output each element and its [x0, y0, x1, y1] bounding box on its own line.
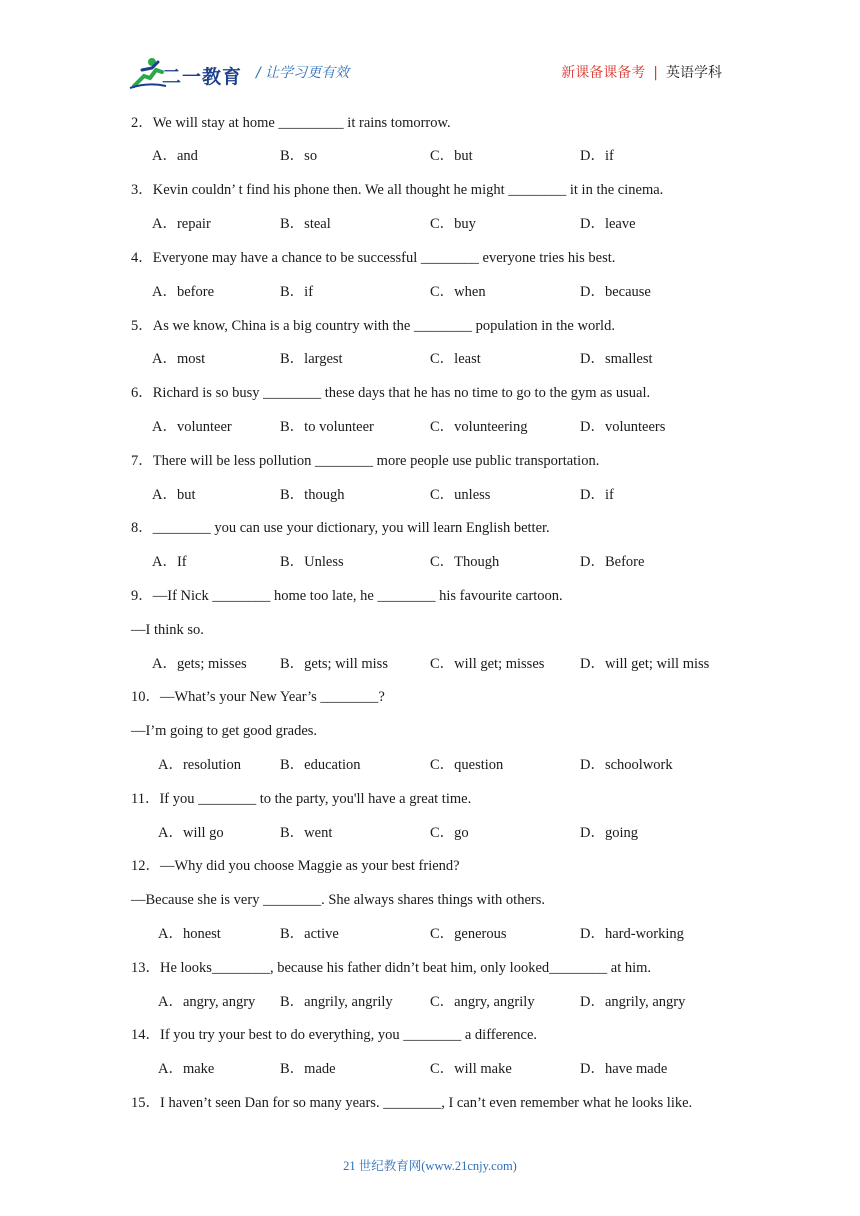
- option-row: [0, 925, 860, 943]
- question-stem: 8．________ you can use your dictionary, you will learn English better.: [131, 520, 550, 536]
- question-stem: 14．If you try your best to do everything, you ________ a difference.: [131, 1027, 538, 1043]
- option-row: [0, 215, 860, 233]
- option-c: C．angry, angrily: [430, 994, 535, 1010]
- question-stem: 12．—Why did you choose Maggie as your best friend?: [131, 858, 460, 874]
- logo-text: 二一教育: [162, 66, 243, 88]
- option-d: D．leave: [580, 216, 636, 232]
- option-d: D．volunteers: [580, 419, 666, 435]
- option-c: C．question: [430, 757, 504, 773]
- option-a: A．and: [152, 148, 198, 164]
- option-b: B．so: [280, 148, 318, 164]
- option-a: A．before: [152, 284, 215, 300]
- option-c: C．volunteering: [430, 419, 528, 435]
- option-c: C．but: [430, 148, 473, 164]
- option-d: D．Before: [580, 554, 645, 570]
- option-b: B．went: [280, 825, 333, 841]
- option-row: [0, 993, 860, 1011]
- option-a: A．most: [152, 351, 206, 367]
- option-row: [0, 1060, 860, 1078]
- option-a: A．angry, angry: [158, 994, 256, 1010]
- option-row: [0, 350, 860, 368]
- option-c: C．least: [430, 351, 481, 367]
- option-a: A．will go: [158, 825, 224, 841]
- option-a: A．gets; misses: [152, 656, 247, 672]
- question-stem: 4．Everyone may have a chance to be successful ________ everyone tries his best.: [131, 250, 616, 266]
- option-c: C．will get; misses: [430, 656, 545, 672]
- option-row: [0, 486, 860, 504]
- option-c: C．go: [430, 825, 469, 841]
- logo: [128, 56, 248, 92]
- option-c: C．will make: [430, 1061, 512, 1077]
- question-stem: 6．Richard is so busy ________ these days that he has no time to go to the gym as usual.: [131, 385, 651, 401]
- option-d: D．if: [580, 148, 614, 164]
- option-d: D．have made: [580, 1061, 668, 1077]
- question-stem: 13．He looks________, because his father didn’t beat him, only looked________ at him.: [131, 960, 652, 976]
- option-a: A．honest: [158, 926, 221, 942]
- option-c: C．generous: [430, 926, 507, 942]
- question-reply: —I’m going to get good grades.: [131, 723, 318, 739]
- option-row: [0, 283, 860, 301]
- option-a: A．repair: [152, 216, 211, 232]
- option-d: D．schoolwork: [580, 757, 673, 773]
- question-stem: 9．—If Nick ________ home too late, he ________ his favourite cartoon.: [131, 588, 563, 604]
- question-reply: —Because she is very ________. She always shares things with others.: [131, 892, 545, 908]
- option-b: B．angrily, angrily: [280, 994, 393, 1010]
- option-d: D．angrily, angry: [580, 994, 686, 1010]
- option-b: B．education: [280, 757, 361, 773]
- option-b: B．active: [280, 926, 339, 942]
- option-a: A．resolution: [158, 757, 241, 773]
- option-b: B．steal: [280, 216, 331, 232]
- option-row: [0, 824, 860, 842]
- option-b: B．gets; will miss: [280, 656, 388, 672]
- option-c: C．Though: [430, 554, 500, 570]
- page-footer: 21 世纪教育网(www.21cnjy.com): [343, 1159, 517, 1173]
- option-d: D．smallest: [580, 351, 653, 367]
- option-c: C．unless: [430, 487, 491, 503]
- option-b: B．Unless: [280, 554, 344, 570]
- option-row: [0, 418, 860, 436]
- option-b: B．though: [280, 487, 345, 503]
- question-reply: —I think so.: [131, 622, 204, 638]
- option-a: A．make: [158, 1061, 215, 1077]
- option-b: B．to volunteer: [280, 419, 374, 435]
- option-a: A．volunteer: [152, 419, 232, 435]
- option-a: A．If: [152, 554, 187, 570]
- question-stem: 7．There will be less pollution ________ more people use public transportation.: [131, 453, 600, 469]
- option-b: B．if: [280, 284, 314, 300]
- question-stem: 10．—What’s your New Year’s ________?: [131, 689, 385, 705]
- option-row: [0, 553, 860, 571]
- option-d: D．will get; will miss: [580, 656, 710, 672]
- option-row: [0, 147, 860, 165]
- header-right: [561, 62, 722, 82]
- header-separator: |: [653, 65, 658, 81]
- header-label: 新课备课备考: [561, 65, 646, 81]
- question-stem: 2．We will stay at home _________ it rains tomorrow.: [131, 115, 451, 131]
- option-row: [0, 655, 860, 673]
- option-c: C．buy: [430, 216, 476, 232]
- question-stem: 15．I haven’t seen Dan for so many years. ________, I can’t even remember what he looks like.: [131, 1095, 693, 1111]
- page-header: [0, 0, 860, 100]
- option-b: B．made: [280, 1061, 336, 1077]
- option-d: D．because: [580, 284, 651, 300]
- option-d: D．if: [580, 487, 614, 503]
- option-row: [0, 756, 860, 774]
- question-stem: 3．Kevin couldn’ t find his phone then. We all thought he might ________ it in the cinema.: [131, 182, 664, 198]
- option-b: B．largest: [280, 351, 343, 367]
- option-d: D．going: [580, 825, 638, 841]
- slogan: / 让学习更有效: [256, 65, 350, 81]
- question-stem: 5．As we know, China is a big country with the ________ population in the world.: [131, 318, 615, 334]
- header-subject: 英语学科: [666, 65, 722, 81]
- option-c: C．when: [430, 284, 486, 300]
- question-stem: 11．If you ________ to the party, you'll have a great time.: [131, 791, 472, 807]
- option-a: A．but: [152, 487, 196, 503]
- option-d: D．hard-working: [580, 926, 684, 942]
